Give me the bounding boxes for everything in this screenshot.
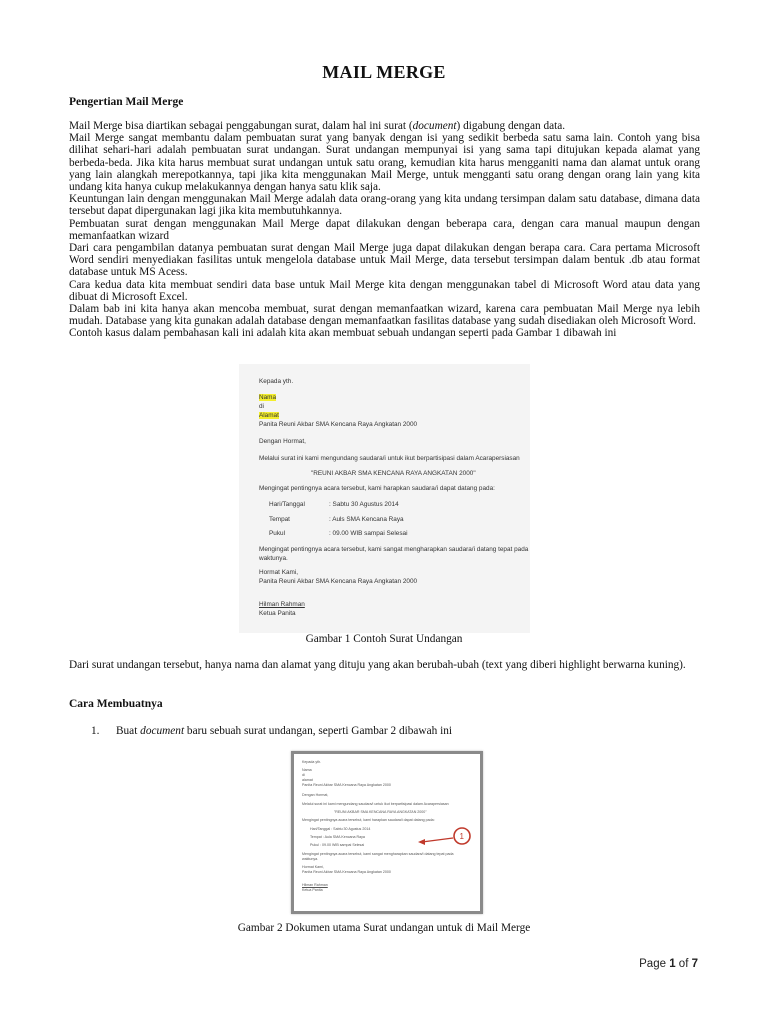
- list-item-step-1: [116, 725, 452, 737]
- step-1-a: Buat: [116, 725, 141, 737]
- fig1-line: Ketua Panita: [259, 610, 296, 617]
- section-body-pengertian: [69, 120, 700, 340]
- fig1-line: : Sabtu 30 Agustus 2014: [329, 501, 399, 508]
- highlight-alamat: Alamat: [259, 412, 279, 419]
- fig2-line: Melalui surat ini kami mengundang saudara/i untuk ikut berpartisipasi dalam Acarapersiasan: [302, 802, 449, 806]
- fig2-line: Hari/Tanggal : Sabtu 30 Agustus 2014: [310, 827, 371, 831]
- fig1-line: di: [259, 403, 264, 410]
- callout-annotation: [294, 754, 480, 911]
- step-1-emphasis: document: [140, 725, 185, 737]
- highlight-nama: Nama: [259, 394, 277, 401]
- paragraph-after-figure-1: [69, 659, 700, 671]
- page-title: MAIL MERGE: [322, 62, 446, 82]
- fig2-line: Dengan Hormat,: [302, 793, 329, 797]
- fig1-line-highlight: [259, 412, 279, 419]
- fig1-line: : 09.00 WIB sampai Selesai: [329, 530, 408, 537]
- fig2-line: Ketua Panita: [302, 888, 323, 892]
- fig2-line: Kepada yth.: [302, 760, 322, 764]
- page-number-footer: [639, 958, 698, 970]
- fig2-line: Nama: [302, 768, 312, 772]
- fig1-line: Mengingat pentingnya acara tersebut, kami sangat mengharapkan saudara/i datang tepat pada: [259, 546, 529, 553]
- fig2-line: Panita Reuni Akbar SMA Kencana Raya Angkatan 2000: [302, 870, 391, 874]
- fig2-line: Pukul : 09.00 WIB sampai Selesai: [310, 843, 365, 847]
- figure-1-caption: Gambar 1 Contoh Surat Undangan: [305, 633, 463, 645]
- paragraph-6: Cara kedua data kita membuat sendiri data base untuk Mail Merge kita dengan menggunakan tabel di Microsoft Word atau data yang dibuat di Microsoft Excel.: [69, 278, 700, 303]
- fig1-line-highlight: [259, 394, 276, 401]
- paragraph-2: Mail Merge sangat membantu dalam pembuatan surat yang banyak dengan isi yang sedikit berbeda satu sama lain. Contoh yang bisa dilihat sehari-hari adalah pembuatan surat undangan. Surat undangan mempunyai isi yang sama tapi ditujukan kepada alamat yang berbeda-beda. Jika kita harus membuat surat undangan untuk satu orang, kemudian kita harus mengganiti nama dan alamat untuk orang yang lain alangkah merepotkannya, tapi jika kita menggunakan Mail Merge, untuk mengganti satu orang dengan orang lain yang kita undang kita hanya cukup melakukannya dengan hanya satu klik saja.: [69, 132, 700, 194]
- footer-total-pages: 7: [691, 958, 698, 970]
- fig1-line: "REUNI AKBAR SMA KENCANA RAYA ANGKATAN 2000": [311, 470, 476, 477]
- footer-of-word: of: [675, 958, 692, 970]
- paragraph-1: [69, 120, 700, 132]
- fig2-line: alamat: [302, 778, 313, 782]
- step-1-b: baru sebuah surat undangan, seperti Gambar 2 dibawah ini: [184, 725, 452, 737]
- callout-number: 1: [459, 832, 464, 841]
- fig1-line: : Auls SMA Kencana Raya: [329, 516, 404, 523]
- fig1-line: Pukul: [269, 530, 285, 537]
- paragraph-4: Pembuatan surat dengan menggunakan Mail Merge dapat dilakukan dengan beberapa cara, dengan cara manual maupun dengan memanfaatkan wizard: [69, 217, 700, 242]
- fig1-line: Hari/Tanggal: [269, 501, 305, 508]
- fig1-line: Tempat: [269, 516, 290, 523]
- paragraph-1-a: Mail Merge bisa diartikan sebagai penggabungan surat, dalam hal ini surat (: [69, 120, 413, 132]
- fig1-line: Melalui surat ini kami mengundang saudara/i untuk ikut berpartisipasi dalam Acarapersiasan: [259, 455, 520, 462]
- fig1-line: Mengingat pentingnya acara tersebut, kami harapkan saudara/i dapat datang pada:: [259, 485, 495, 492]
- section-heading-cara: Cara Membuatnya: [69, 698, 163, 710]
- fig1-line: Panita Reuni Akbar SMA Kencana Raya Angkatan 2000: [259, 421, 418, 428]
- fig1-line: Hilman Rahman: [259, 601, 305, 608]
- fig2-line: Mengingat pentingnya acara tersebut, kami sangat mengharapkan saudara/i datang tepat pada: [302, 852, 454, 856]
- footer-page-number: 1: [669, 958, 676, 970]
- paragraph-5: Dari cara pengambilan datanya pembuatan surat dengan Mail Merge juga dapat dilakukan dengan berapa cara. Cara pertama Microsoft Word sendiri menyediakan fasilitas untuk mengelola database untuk Mail Merge, data tersebut tersimpan dalam bentuk .db atau format database untuk MS Acess.: [69, 242, 700, 279]
- fig2-line: waktunya.: [302, 857, 319, 861]
- fig2-line: Hilman Rahman: [302, 883, 328, 887]
- fig2-line: di: [302, 773, 305, 777]
- fig1-line: Dengan Hormat,: [259, 438, 306, 445]
- paragraph-highlight-note: Dari surat undangan tersebut, hanya nama dan alamat yang dituju yang akan berubah-ubah (text yang diberi highlight berwarna kuning).: [69, 659, 686, 671]
- paragraph-3: Keuntungan lain dengan menggunakan Mail Merge adalah data orang-orang yang kita undang tersimpan dalam satu database, dimana data tersebut dapat dipergunakan lagi jika kita membutuhkannya.: [69, 193, 700, 218]
- arrowhead-icon: [418, 839, 425, 845]
- fig1-line: Panita Reuni Akbar SMA Kencana Raya Angkatan 2000: [259, 578, 418, 585]
- paragraph-1-b: ) digabung dengan data.: [456, 120, 566, 132]
- paragraph-7: Dalam bab ini kita hanya akan mencoba membuat, surat dengan memanfaatkan wizard, karena cara pembuatan Mail Merge nya lebih mudah. Database yang kita gunakan adalah database dengan memanfaatkan fasilitas database yang sudah disediakan oleh Microsoft Word.: [69, 303, 700, 328]
- fig1-line: waktunya.: [259, 555, 288, 562]
- fig2-line: Panita Reuni Akbar SMA Kencana Raya Angkatan 2000: [302, 783, 391, 787]
- fig2-line: Tempat : Aula SMA Kencana Raya: [310, 835, 365, 839]
- figure-1-letter-image: [239, 364, 530, 633]
- fig1-line: Hormat Kami,: [259, 569, 299, 576]
- figure-2-caption: Gambar 2 Dokumen utama Surat undangan untuk di Mail Merge: [237, 922, 531, 934]
- fig2-line: "REUNI AKBAR SMA KENCANA RAYA ANGKATAN 2000": [334, 810, 427, 814]
- callout-arrow-icon: [422, 838, 453, 842]
- fig2-line: Hormat Kami,: [302, 865, 324, 869]
- list-number: 1.: [91, 725, 100, 737]
- figure-2-document-image: [291, 751, 483, 914]
- paragraph-1-emphasis: document: [412, 120, 457, 132]
- section-heading-pengertian: Pengertian Mail Merge: [69, 96, 184, 108]
- fig1-line: Kepada yth.: [259, 378, 294, 385]
- footer-page-word: Page: [639, 958, 670, 970]
- fig2-line: Mengingat pentingnya acara tersebut, kami harapkan saudara/i dapat datang pada:: [302, 818, 435, 822]
- paragraph-8: Contoh kasus dalam pembahasan kali ini adalah kita akan membuat sebuah undangan seperti pada Gambar 1 dibawah ini: [69, 327, 617, 340]
